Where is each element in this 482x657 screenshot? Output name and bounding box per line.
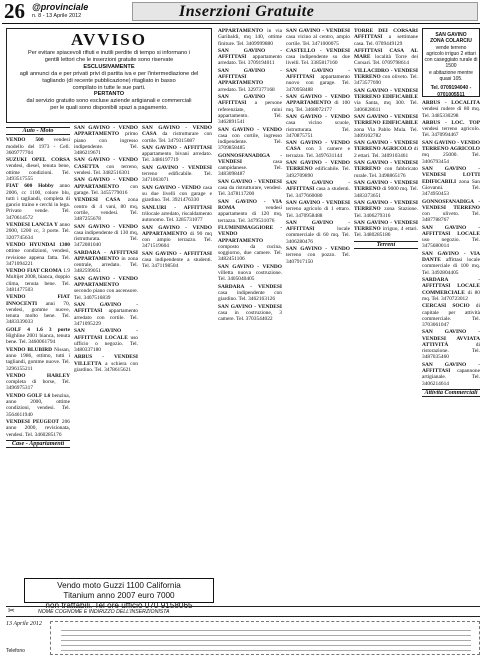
classified-ad (286, 246, 350, 265)
ad-title: VILLACIDRO - VENDESI TERRENO (354, 67, 418, 81)
classified-ad (142, 145, 212, 164)
ad-title: SAN GAVINO - AFFITTASI (218, 94, 282, 107)
ad-title: SAN GAVINO - AFFITTASI LOCALE (422, 224, 480, 237)
ad-title: GONNOSFANADIGA - VENDESI TERRENO (422, 198, 480, 211)
ad-body: in via Garibaldi, mq 140, ottime finiture. Tel. 3409999880 (218, 28, 282, 47)
ad-body: zona San Giovanni. Tel. 3474950453 (422, 178, 480, 198)
ad-title: SAN GAVINO - VENDESI (218, 303, 282, 310)
ad-title: SAN GAVINO - VIA DANTE (422, 250, 480, 264)
ad-body: capannone artigianale. Tel. 3406214614 (422, 368, 480, 387)
issue-info: n. 8 - 13 Aprile 2012 (32, 13, 82, 19)
classified-ad (74, 224, 138, 249)
ad-title: SARDARA - AFFITTASI APPARTAMENTO (74, 249, 138, 262)
classified-ad (422, 329, 480, 360)
ad-body: casa vicino scuole, ristrutturata. Tel. 3470875751 (286, 120, 350, 139)
classified-ad (422, 140, 480, 165)
avviso-line: Per evitare spiacevoli rifiuti e inutili perdite di tempo si informano i (28, 50, 190, 56)
side-ad-line: e abitazione mentre quasi 105. (429, 69, 473, 83)
coupon-lines (61, 626, 471, 651)
ad-list (354, 28, 418, 239)
ad-list (142, 125, 212, 270)
ad-body: terreno con pozzo. Tel. 3407917150 (286, 252, 350, 265)
ad-title: SAN GAVINO - VENDO (142, 184, 201, 191)
ad-title: SAN GAVINO - VENDO APPARTAMENTO (286, 94, 350, 107)
ad-body: con terreno, vendesi. Tel. 3482516301 (74, 163, 138, 176)
header-rule (2, 23, 480, 24)
ad-body: locale commerciale di 60 mq. Tel. 3406280476 (286, 226, 350, 245)
classified-ad (354, 88, 418, 113)
ad-title: SAN GAVINO - VENDO APPARTAMENTO (74, 275, 138, 289)
ad-body: casa indipendente su due livelli. Tel. 3385817160 (286, 54, 350, 67)
classified-ad (286, 114, 350, 139)
classified-ad (74, 157, 138, 176)
ad-title: VENDO FIAT CROMA (6, 268, 62, 275)
ad-body: anno 2006, cc 1100, colore blu, tutti i tagliandi, completa di gancio traino e cerchi in lega. Privato vende. Tel. 3470614572 (6, 183, 70, 221)
ad-title: FIAT 600 Hobby (6, 183, 54, 190)
ad-body: completa di borse, Tel. 3496975317 (6, 379, 70, 392)
ad-body: località Torre dei Corsari. Tel. 0709798614 (354, 54, 418, 67)
classified-ad (218, 264, 282, 283)
classified-ad (286, 180, 350, 199)
ad-body: secondo piano con ascensore. Tel. 3407516839 (74, 288, 138, 301)
ad-title: SAN GAVINO - VENDO APPARTAMENTO (74, 177, 138, 190)
ad-body: arredato. Tel. 3297377168 (218, 86, 275, 93)
ad-title: SAN GAVINO - VENDESI TERRENO EDIFICABILE (354, 87, 418, 101)
classified-ad (6, 157, 70, 182)
ad-body: zona centro di 4 vani, 80 mq, cortile, vendesi. Tel. 3487255678 (74, 197, 138, 223)
classified-ad (74, 328, 138, 353)
ad-body: zona Stazione. Tel. 3406279316 (354, 206, 418, 219)
classified-ad (74, 177, 138, 196)
ad-body: di ristorazione. Tel. 3487035460 (422, 341, 480, 361)
classified-ad (354, 180, 418, 199)
classified-ad (74, 250, 138, 275)
classified-ad (422, 120, 480, 139)
ad-title: SAN GAVINO - AFFITTASI (286, 67, 350, 81)
ad-body: primo piano con ingresso indipendente. Tel. 3486219671 (74, 131, 138, 156)
section-heading-terreni: Terreni (354, 241, 418, 249)
ad-body: villetta nuova costruzione. Tel. 3405040405 (218, 269, 282, 283)
classified-ad (354, 220, 418, 239)
classified-ad (6, 268, 70, 293)
ad-title: SAN GAVINO - AFFITTASI (422, 361, 480, 375)
ad-body: appartamento arredato. Tel. 3709194011 (218, 54, 282, 67)
ad-list (286, 28, 350, 265)
ad-title: SAN GAVINO - VENDO TERRENO AGRICOLO (422, 139, 480, 153)
moto-ad-line: Titanium anno 2007 euro 7000 (63, 591, 175, 600)
column-4 (218, 28, 282, 573)
classified-ad (354, 160, 418, 179)
page-header (0, 0, 482, 24)
newspaper-logo: @provinciale (32, 2, 89, 12)
ad-body: di 90 mq con ampio terrazzo. Tel. 3471519604 (142, 230, 212, 250)
moto-ad-box (24, 578, 214, 610)
classified-ad (6, 242, 70, 267)
section-heading-attivita: Attività Commerciali (422, 389, 480, 397)
page-number: 26 (4, 0, 25, 23)
classified-ad (422, 251, 480, 276)
ad-body: Highline 2001 bianca, tenuta bene. Tel. 3460061794 (6, 333, 70, 346)
classified-ad (218, 199, 282, 224)
classified-ad (6, 137, 70, 156)
classified-ad (218, 153, 282, 178)
ad-body: trilocale arredato, riscaldamento autonomo. Tel. 3285731077 (142, 211, 212, 224)
classified-ad (422, 277, 480, 302)
classified-ad (6, 183, 70, 221)
section-heading-case: Case - Appartamenti (6, 440, 70, 448)
ad-title: GONNOSFANADIGA - VENDESI (218, 152, 282, 165)
avviso-line: agli annunci da e per privati privi di partita iva e per l'intermediazione del (19, 70, 199, 77)
side-ad-line: con caseggiato rurale di 1500 (424, 57, 478, 70)
ad-body: appartamento bivani arredato. Tel. 3486197719 (142, 151, 212, 164)
classified-ad (6, 222, 70, 241)
ad-title: GOLF 4 1.6 3 porte (6, 326, 70, 333)
ad-body: da ristrutturare con cortile. Tel. 3479315087 (142, 131, 212, 144)
ad-title: VENDESI LANCIA Y (6, 222, 58, 229)
ad-title: SAN GAVINO - VENDESI TERRENO (354, 180, 418, 193)
classified-ad (286, 94, 350, 113)
classified-ad (74, 197, 138, 222)
ad-body: di 2 ettari. Tel. 3409103461 (354, 146, 418, 159)
classified-ad (142, 251, 212, 270)
ad-title: SAN GAVINO - VENDESI (142, 164, 212, 171)
classified-ad (218, 304, 282, 323)
ad-body: casa campidanese. Tel. 3483098487 (218, 158, 282, 178)
ad-body: terreno edificabile. Tel. 3471063071 (142, 171, 212, 184)
phone-label: Telefono (6, 648, 25, 654)
section-heading-auto: Auto - Moto (6, 127, 70, 135)
ad-title: ARBUS - LOCALITÀ (422, 100, 480, 106)
ad-body: con uliveto. Tel. 3487788767 (422, 211, 480, 224)
ad-body: anni 70, vendesi, gomme nuove, tenuta molto bene. Tel. 3483339033 (6, 300, 70, 326)
classified-ad (354, 114, 418, 139)
ad-body: di 100 mq. Tel. 3468072177 (286, 100, 350, 113)
classified-ad (142, 125, 212, 144)
ad-title: VENDO HARLEY (6, 372, 70, 379)
side-ad-line: vende terreno (435, 44, 467, 51)
ad-body: zona Via Pablo Mula. Tel. 3409102782 (354, 126, 418, 139)
ad-title: SAN GAVINO - VENDESI TERRENO EDIFICABILE (354, 114, 418, 127)
ad-body: composto da cucina, soggiorno, due camere. Tel. 3482451106 (218, 243, 282, 263)
ad-body: con 3 camere e terrazzo. Tel. 3497631144 (286, 146, 350, 159)
side-ad-line: agricolo irriguo 2 ettari (426, 50, 476, 57)
classified-ad (286, 140, 350, 159)
ad-title: SAN GAVINO - VENDO (74, 223, 138, 230)
ad-body: a persone referenziate, mini appartamento. Tel. 3462891541 (218, 100, 282, 126)
ad-body: a settimane casa. Tel. 0709449129 (354, 34, 418, 47)
ad-list (6, 137, 70, 438)
classified-ad (218, 28, 282, 47)
ad-title: CERCASI SOCIO (422, 303, 470, 310)
ad-title: SARDARA - AFFITTASI LOCALE COMMERCIALE (422, 277, 480, 296)
avviso-line: tagliando (di recente pubblicazione) ritagliato in basso (42, 77, 176, 84)
ad-body: con oliveto. Tel. 3473577690 (354, 74, 418, 87)
ad-title: SAN GAVINO - VENDO CASA (286, 140, 350, 153)
ad-title: SAN GAVINO - VENDESI TERRENO (354, 219, 418, 233)
avviso-line: gentili lettori che le inserzioni gratuite sono riservate (44, 56, 174, 63)
column-6 (354, 28, 418, 573)
ad-title: SAN GAVINO - AFFITTASI (218, 47, 282, 61)
ad-body: casa in costruzione, 3 camere. Tel. 3703544022 (218, 309, 282, 323)
ad-body: con garage. Tel. 3455779016 (74, 183, 138, 196)
ad-list (422, 100, 480, 387)
ad-body: affittasi locale commerciale di 100 mq. Tel. 3492804405 (422, 257, 480, 276)
ad-body: mq 25000. Tel. 3406793454 (422, 152, 480, 165)
ad-title: SAN GAVINO - VENDESI TERRENO (354, 160, 418, 173)
side-ad-line: SAN GAVINO (435, 32, 467, 38)
scissors-icon: ✂ (8, 606, 15, 615)
classified-ad (6, 327, 70, 346)
side-ad-phone: Tel. 0709194040 - 0701005511 (430, 85, 472, 98)
classified-ad (286, 160, 350, 179)
ad-title: SAN GAVINO - AFFITTASI (286, 180, 350, 193)
ad-title: FLUMINIMAGGIORE - VENDO APPARTAMENTO (218, 225, 282, 244)
avviso-line: PERTANTO (93, 91, 125, 98)
ad-body: vendesi modello del 1973 - Cell. 3609777704 (6, 137, 70, 156)
moto-ad-line: non trattabili. Tel ore ufficio 070 9158065 (45, 601, 193, 610)
ad-body: uso ufficio o negozio. Tel. 3480337180 (74, 334, 138, 353)
ad-body: casa indipendente con giardino. Tel. 3462163126 (218, 289, 282, 303)
ad-title: SAN GAVINO - VENDO (218, 263, 282, 270)
classified-ad (74, 302, 138, 327)
ad-title: SAN GAVINO - VENDESI (218, 178, 282, 185)
ad-title: SAN GAVINO - VENDESI (286, 28, 350, 34)
column-3 (142, 125, 212, 575)
classified-ad (142, 205, 212, 224)
side-ad-line: ZONA COLARCIU (430, 38, 472, 45)
classified-ad (422, 303, 480, 328)
ad-body: vendesi rudere di 80 mq. Tel. 3485330298 (422, 106, 480, 119)
coupon-form[interactable] (50, 621, 480, 655)
ad-body: casa indipendente a studenti. Tel. 3471198504 (142, 257, 212, 270)
classified-ad (142, 165, 212, 184)
classified-ad (422, 362, 480, 387)
classified-ad (354, 68, 418, 87)
ad-title: SAN GAVINO - VENDO CASETTA (74, 157, 138, 170)
classified-ad (218, 127, 282, 152)
classified-ad (6, 393, 70, 418)
column-5 (286, 28, 350, 573)
ad-body: anno 2000, 1200 cc, 3 porte. Tel. 3207745634 (6, 222, 70, 241)
ad-title: VENDO FIAT INNOCENTI (6, 294, 70, 307)
ad-title: SAN GAVINO - AFFITTASI (142, 250, 212, 257)
classified-ad (354, 200, 418, 219)
ad-title: VENDO HYUNDAI 1300 (6, 242, 70, 248)
ad-title: VENDESI PEUGEOT (6, 419, 60, 426)
column-7 (422, 100, 480, 575)
section-title: Inserzioni Gratuite (132, 2, 478, 21)
ad-list (74, 125, 138, 373)
ad-body: casa vicino al centro, ampio cortile. Tel. 3471000075 (286, 34, 350, 47)
classified-ad (142, 225, 212, 250)
classified-ad (74, 276, 138, 301)
ad-body: casa su due livelli con garage e giardino. Tel. 3921476330 (142, 184, 212, 204)
classified-ad (422, 225, 480, 250)
ad-title: ARBUS - VENDESI VILLETTA (74, 354, 138, 367)
footer-date: 13 Aprile 2012 (6, 621, 42, 627)
ad-body: ottime condizioni, vendesi, revisione appena fatta. Tel. 3471094221 (6, 248, 70, 267)
ad-title: SUZUKI OPEL CORSA (6, 157, 70, 164)
ad-title: SAN GAVINO - VENDO TERRENO (286, 160, 350, 173)
avviso-title: AVVISO (71, 30, 147, 49)
ad-body: vendesi appartamento di 120 mq, terrazzo. Tel. 3479531076 (218, 205, 282, 224)
classified-ad (6, 419, 70, 438)
ad-body: vendesi terreno agricolo. Tel. 3470994467 (422, 126, 480, 139)
column-1 (6, 125, 70, 575)
classified-ad (218, 179, 282, 198)
classified-ad (218, 94, 282, 125)
classified-ad (218, 48, 282, 67)
ad-body: appartamento arredato con cortile. Tel. 3471095229 (74, 308, 138, 327)
avviso-box (6, 28, 212, 123)
ad-title: SAN GAVINO - VENDO (218, 126, 282, 133)
ad-title: SAN GAVINO - VENDO (286, 114, 350, 120)
classified-ad (218, 225, 282, 263)
ad-body: benzina, anno 2000, ottime condizioni, vendesi. Tel. 3564611940 (6, 392, 70, 418)
ad-body: casa con cortile, ingresso indipendente. Tel. 3709858485 (218, 132, 282, 152)
classified-ad (6, 347, 70, 372)
ad-body: edificabile. Tel. 3492709890 (286, 166, 350, 179)
ad-body: appartamento nuovo con garage. Tel. 3470958488 (286, 74, 350, 93)
classified-ad (286, 68, 350, 93)
side-ad-box (422, 28, 480, 97)
avviso-line: dal servizio gratuito sono escluse aziende artigianali e commerciali (26, 98, 192, 105)
classified-ad (74, 354, 138, 373)
ad-title: VENDO BLUBIRD (6, 346, 52, 353)
ad-body: irriguo, 4 ettari. Tel. 3480285186 (354, 226, 418, 239)
ad-title: TORRE DEI CORSARI AFFITTASI (354, 28, 418, 41)
ad-body: casa indipendente di 130 mq, ristrutturata. Tel. 3472081040 (74, 229, 138, 249)
ad-title: SAN GAVINO - VENDESI TERRENO (354, 200, 418, 213)
ad-title: SAN GAVINO - VENDO APPARTAMENTO (74, 125, 138, 138)
ad-title: SAN GAVINO - AFFITTASI APPARTAMENTO (218, 67, 282, 87)
ad-title: CASTELLO - VENDESI (286, 47, 350, 54)
classified-ad (74, 125, 138, 156)
ad-title: APPARTAMENTO (218, 28, 264, 34)
ad-body: uso negozio. Tel. 3475680014 (422, 237, 480, 250)
ad-body: 1.9 Multijet 2008, bianca, doppio clima, tenuta bene. Tel. 3481477503 (6, 268, 70, 293)
coupon-line[interactable] (61, 646, 471, 651)
ad-title: SAN GAVINO - AFFITTASI (142, 144, 212, 151)
classified-ad (422, 100, 480, 119)
ad-title: VENDO 500 (6, 137, 44, 144)
classified-ad (354, 140, 418, 159)
ad-body: Nissan, anno 1986, ottimo, tutti i tagliandi, gomme nuove. Tel. 3296155211 (6, 346, 70, 372)
classified-ad (286, 48, 350, 67)
ad-title: SANLURI - AFFITTASI (142, 204, 212, 211)
classified-ad (354, 28, 418, 47)
ad-body: 206 anno 2000, revisionata, vendesi. Tel. 3460285176 (6, 419, 70, 438)
classified-ad (218, 284, 282, 303)
ad-title: SAN GAVINO - VENDESI LOTTI EDIFICABILI (422, 166, 480, 185)
classified-ad (218, 68, 282, 93)
moto-ad-line: Vendo moto Guzzi 1100 California (57, 581, 181, 590)
ad-body: di capitale per attività commerciale. Tel. 3703061047 (422, 303, 480, 328)
ad-title: SAN GAVINO - VENDESI AVVIATA ATTIVITÀ (422, 329, 480, 348)
classified-ad (354, 48, 418, 67)
classified-ad (6, 294, 70, 325)
avviso-line: compilato in tutte le sue parti. (72, 84, 146, 91)
ad-body: con fabbricato rurale. Tel. 3498865176 (354, 166, 418, 179)
avviso-line: per le quali sono disponibili spazi a pagamento. (50, 105, 168, 112)
ad-title: VENDESI CASA (74, 197, 121, 204)
ad-title: SAN GAVINO - AFFITTASI (286, 219, 350, 233)
ad-title: SAN GAVINO - VENDO APPARTAMENTO (142, 224, 212, 237)
coupon-header: NOME COGNOME E INDIRIZZO DELL'INSERZIONISTA (6, 606, 480, 617)
classified-ad (422, 166, 480, 197)
ad-body: via Santa, mq 300. Tel. 3406828611 (354, 100, 418, 113)
ad-title: AFFITTASI CASA AL MARE (354, 47, 418, 61)
ad-body: in zona centrale, arredato. Tel. 3482599051 (74, 255, 138, 275)
ad-title: SAN GAVINO - AFFITTASI (74, 302, 138, 315)
ad-title: SAN GAVINO - VIA ROMA (218, 198, 282, 212)
classified-ad (286, 28, 350, 47)
ad-title: ARBUS - LOC. TOP (422, 119, 480, 126)
classified-ad (142, 185, 212, 204)
ad-title: SAN GAVINO - VENDO (286, 246, 350, 253)
classified-ad (286, 220, 350, 245)
ad-title: SARDARA - VENDESI (218, 283, 282, 290)
ad-body: vendesi, diesel, tenuta bene, ottime condizioni. Tel. 3493517555 (6, 163, 70, 182)
ad-title: VENDO GOLF 1.6 (6, 392, 51, 399)
ad-title: SAN GAVINO - VENDESI TERRENO AGRICOLO (354, 140, 418, 153)
classified-ad (422, 199, 480, 224)
ad-body: a schiera con giardino. Tel. 3478615621 (74, 360, 138, 373)
classified-ad (286, 200, 350, 219)
ad-title: SAN GAVINO - VENDESI (286, 200, 350, 206)
ad-body: casa da ristrutturare, vendesi. Tel. 3478117200 (218, 185, 282, 198)
ad-title: SAN GAVINO - AFFITTASI LOCALE (74, 328, 138, 341)
ad-title: SAN GAVINO - VENDO CASA (142, 125, 212, 138)
ad-body: casa a studenti. Tel. 3477660080 (286, 186, 350, 199)
ad-list (218, 28, 282, 322)
ad-body: di 80 mq. Tel. 3470723012 (422, 289, 480, 302)
ad-body: terreno agricolo di 1 ettaro. Tel. 3470958488 (286, 206, 350, 219)
ad-body: di 9000 mq. Tel. 3483373651 (354, 186, 418, 199)
avviso-line: ESCLUSIVAMENTE (83, 63, 135, 70)
column-2 (74, 125, 138, 575)
classified-ad (6, 373, 70, 392)
